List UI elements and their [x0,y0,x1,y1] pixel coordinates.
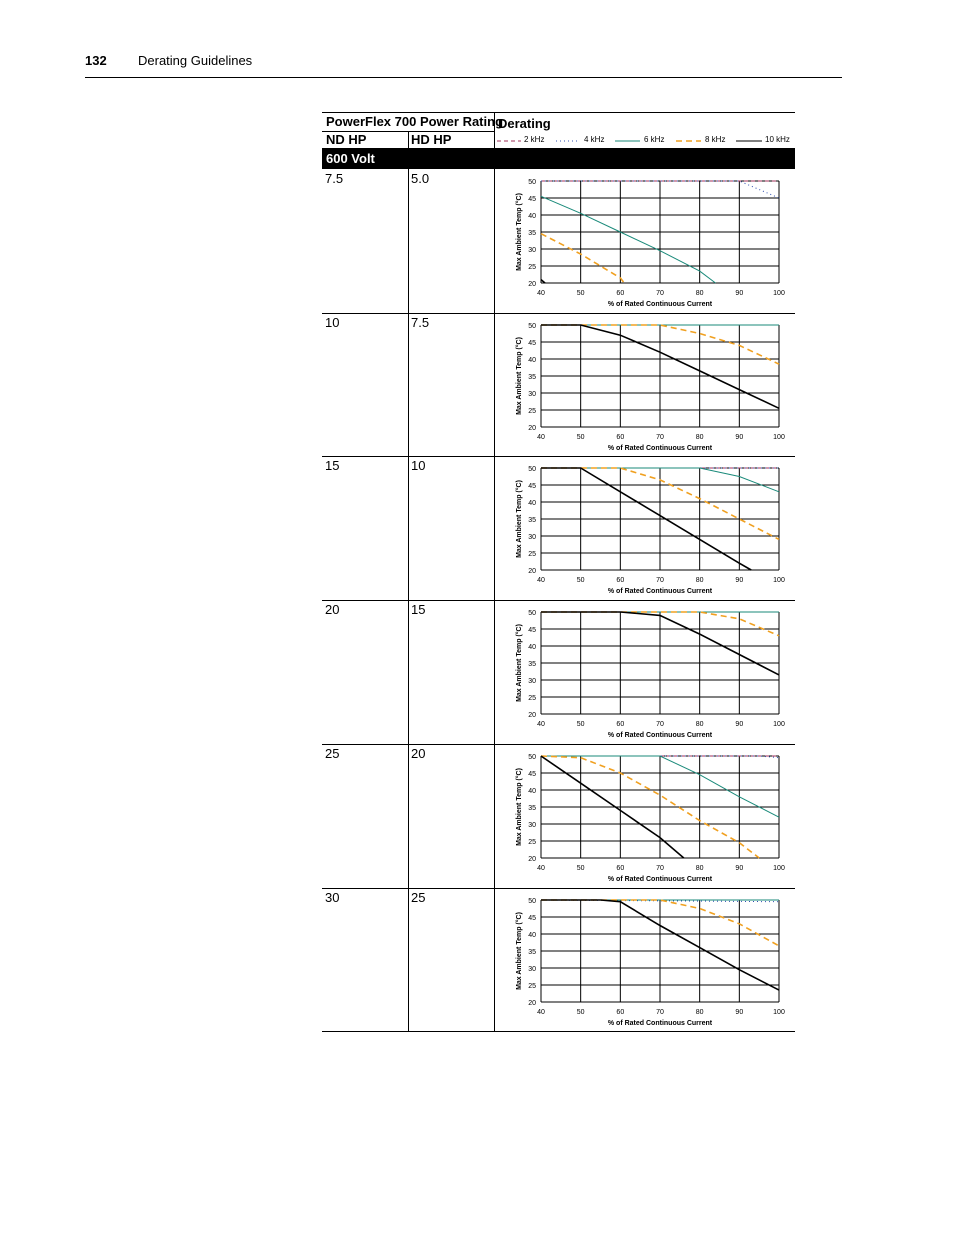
y-axis-label: Max Ambient Temp (°C) [516,768,523,846]
x-tick-label: 70 [656,865,664,872]
y-tick-label: 35 [528,949,536,956]
x-tick-label: 60 [616,577,625,584]
x-tick-label: 60 [616,865,625,872]
hd-hp-value: 5.0 [411,171,430,186]
y-tick-label: 40 [528,644,536,651]
x-tick-label: 80 [695,434,704,441]
nd-hp-value: 25 [325,746,340,761]
y-tick-label: 30 [528,247,536,254]
x-tick-label: 80 [695,577,704,584]
chart-svg [495,600,795,743]
x-tick-label: 60 [616,434,625,441]
hd-hp-value: 20 [411,746,426,761]
hd-hp-value: 15 [411,602,426,617]
legend-label-8khz: 8 kHz [705,135,726,144]
x-tick-label: 80 [695,721,704,728]
y-tick-label: 30 [528,966,536,973]
chart-svg [495,744,795,887]
x-tick-label: 50 [576,290,585,297]
nd-hp-value: 10 [325,315,340,330]
y-tick-label: 40 [528,788,536,795]
y-tick-label: 50 [528,754,536,761]
y-tick-label: 30 [528,678,536,685]
y-tick-label: 40 [528,357,536,364]
x-tick-label: 60 [616,721,625,728]
nd-hp-value: 20 [325,602,340,617]
legend [0,131,954,151]
y-tick-label: 40 [528,500,536,507]
page-number: 132 [85,53,107,68]
hd-hp-value: 25 [411,890,426,905]
x-tick-label: 50 [576,577,585,584]
chart-svg [495,888,795,1031]
x-tick-label: 50 [576,1009,585,1016]
y-axis-label: Max Ambient Temp (°C) [516,480,523,558]
derating-chart [495,888,795,1036]
x-axis-label: % of Rated Continuous Current [607,876,713,883]
y-axis-label: Max Ambient Temp (°C) [516,337,523,415]
y-tick-label: 45 [528,196,536,203]
x-tick-label: 80 [695,1009,704,1016]
nd-hp-value: 30 [325,890,340,905]
legend-label-10khz: 10 kHz [765,135,790,144]
x-tick-label: 40 [537,865,545,872]
header-hd-hp: HD HP [411,132,452,147]
series-line-6khz [541,196,716,283]
x-tick-label: 100 [773,721,785,728]
derating-chart [495,169,795,317]
derating-chart [495,600,795,748]
y-tick-label: 45 [528,627,536,634]
y-tick-label: 20 [528,425,536,432]
page-title: Derating Guidelines [138,53,253,68]
y-tick-label: 35 [528,374,536,381]
section-label: 600 Volt [326,151,375,166]
y-tick-label: 35 [528,230,536,237]
y-tick-label: 25 [528,408,536,415]
nd-hp-value: 15 [325,458,340,473]
y-tick-label: 30 [528,391,536,398]
y-tick-label: 50 [528,610,536,617]
x-axis-label: % of Rated Continuous Current [607,588,713,595]
x-axis-label: % of Rated Continuous Current [607,732,713,739]
y-tick-label: 20 [528,856,536,863]
y-tick-label: 30 [528,822,536,829]
y-tick-label: 40 [528,932,536,939]
x-tick-label: 50 [576,721,585,728]
x-tick-label: 90 [735,290,744,297]
x-tick-label: 90 [735,1009,744,1016]
x-axis-label: % of Rated Continuous Current [607,301,713,308]
y-tick-label: 50 [528,898,536,905]
y-tick-label: 35 [528,805,536,812]
x-tick-label: 80 [695,865,704,872]
x-tick-label: 40 [537,290,545,297]
section-bar [322,149,795,169]
x-tick-label: 100 [773,1009,785,1016]
y-tick-label: 20 [528,712,536,719]
x-tick-label: 40 [537,721,545,728]
page-header [85,53,842,78]
y-tick-label: 50 [528,179,536,186]
legend-label-6khz: 6 kHz [644,135,665,144]
chart-svg [495,169,795,312]
hd-hp-value: 10 [411,458,426,473]
series-line-8khz [541,234,624,283]
x-tick-label: 50 [576,865,585,872]
y-tick-label: 25 [528,264,536,271]
header-power-rating: PowerFlex 700 Power Rating [326,114,504,129]
x-tick-label: 60 [616,1009,625,1016]
y-tick-label: 45 [528,483,536,490]
y-axis-label: Max Ambient Temp (°C) [516,193,523,271]
x-tick-label: 60 [616,290,625,297]
derating-chart [495,313,795,461]
x-tick-label: 90 [735,721,744,728]
y-tick-label: 45 [528,771,536,778]
derating-chart [495,456,795,604]
x-tick-label: 70 [656,721,664,728]
y-tick-label: 20 [528,1000,536,1007]
x-tick-label: 70 [656,290,664,297]
x-tick-label: 70 [656,1009,664,1016]
chart-svg [495,313,795,456]
chart-svg [495,456,795,599]
y-tick-label: 25 [528,839,536,846]
y-tick-label: 50 [528,323,536,330]
header-nd-hp: ND HP [326,132,367,147]
x-axis-label: % of Rated Continuous Current [607,445,713,452]
x-tick-label: 70 [656,434,664,441]
legend-label-4khz: 4 kHz [584,135,605,144]
legend-label-2khz: 2 kHz [524,135,545,144]
derating-chart [495,744,795,892]
y-tick-label: 35 [528,661,536,668]
y-tick-label: 25 [528,983,536,990]
header-derating: Derating [498,116,551,131]
series-line-10khz [541,280,545,283]
x-tick-label: 40 [537,1009,545,1016]
x-tick-label: 100 [773,865,785,872]
x-tick-label: 100 [773,577,785,584]
x-tick-label: 90 [735,434,744,441]
x-tick-label: 40 [537,434,545,441]
x-tick-label: 100 [773,290,785,297]
hd-hp-value: 7.5 [411,315,430,330]
x-tick-label: 40 [537,577,545,584]
y-tick-label: 25 [528,695,536,702]
y-tick-label: 20 [528,281,536,288]
x-axis-label: % of Rated Continuous Current [607,1020,713,1027]
y-tick-label: 35 [528,517,536,524]
y-tick-label: 20 [528,568,536,575]
x-tick-label: 80 [695,290,704,297]
y-tick-label: 45 [528,340,536,347]
x-tick-label: 90 [735,577,744,584]
nd-hp-value: 7.5 [325,171,344,186]
x-tick-label: 100 [773,434,785,441]
x-tick-label: 70 [656,577,664,584]
y-tick-label: 30 [528,534,536,541]
x-tick-label: 90 [735,865,744,872]
y-tick-label: 25 [528,551,536,558]
y-axis-label: Max Ambient Temp (°C) [516,624,523,702]
y-tick-label: 40 [528,213,536,220]
y-tick-label: 50 [528,466,536,473]
y-axis-label: Max Ambient Temp (°C) [516,912,523,990]
x-tick-label: 50 [576,434,585,441]
y-tick-label: 45 [528,915,536,922]
